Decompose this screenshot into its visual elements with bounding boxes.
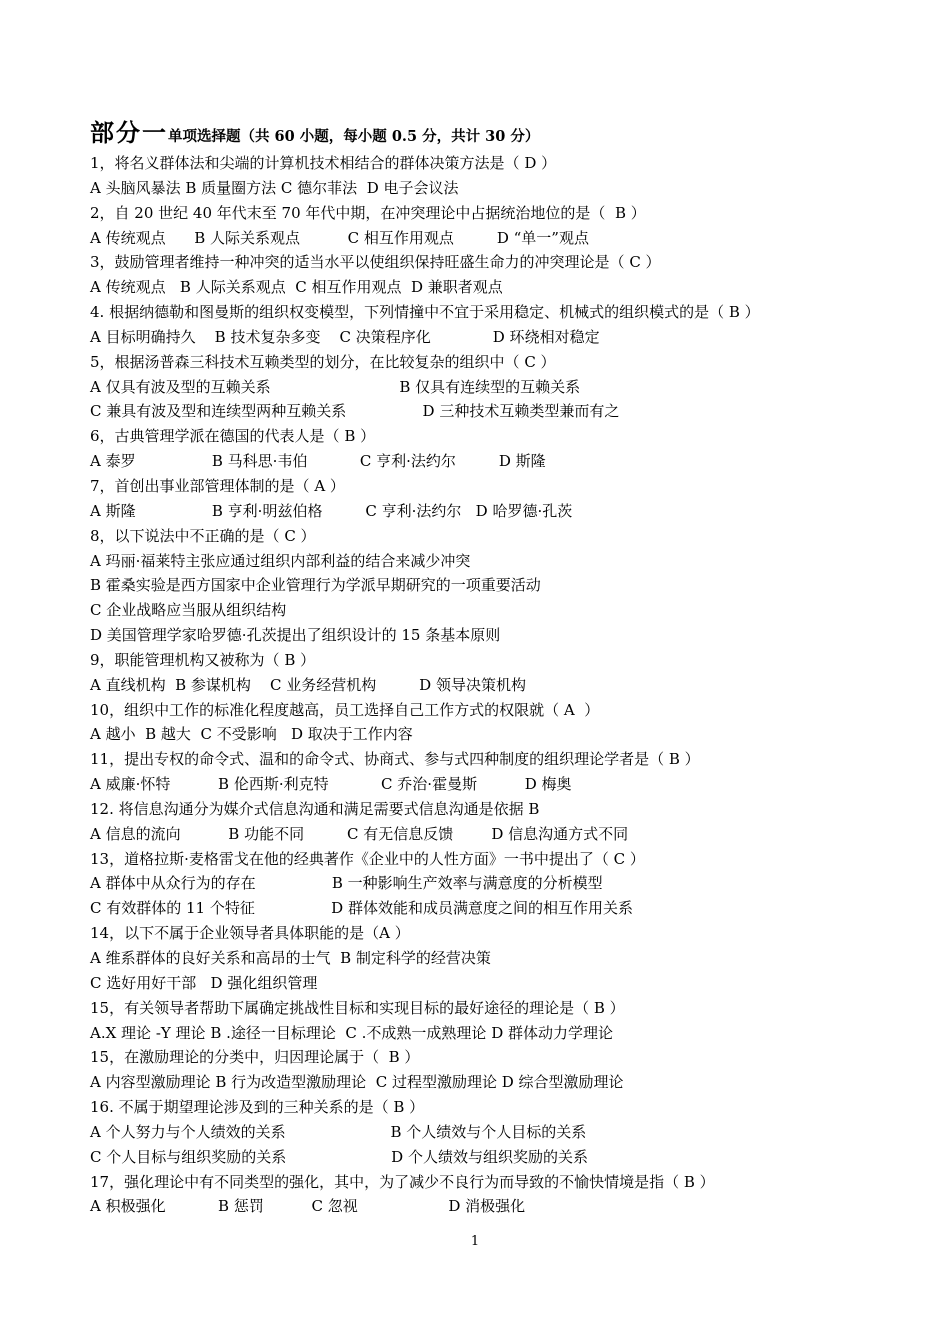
text-line: A 维系群体的良好关系和高昂的士气 B 制定科学的经营决策 bbox=[90, 949, 491, 967]
text-line: D 美国管理学家哈罗德·孔茨提出了组织设计的 15 条基本原则 bbox=[90, 626, 501, 645]
text-line: C 企业战略应当服从组织结构 bbox=[90, 601, 287, 620]
text-line: 2，自 20 世纪 40 年代末至 70 年代中期，在冲突理论中占据统治地位的是（ B ） bbox=[90, 203, 646, 222]
text-line: A 玛丽·福莱特主张应通过组织内部利益的结合来减少冲突 bbox=[90, 551, 471, 570]
text-line: 4. 根据纳德勒和图曼斯的组织权变模型，下列情撞中不宜于采用稳定、机械式的组织模式的是（ B ） bbox=[90, 303, 760, 322]
section-part-label: 部分一 bbox=[90, 119, 168, 147]
text-line: A 头脑风暴法 B 质量圈方法 C 德尔菲法 D 电子会议法 bbox=[90, 178, 459, 197]
text-line: C 有效群体的 11 个特征 D 群体效能和成员满意度之间的相互作用关系 bbox=[90, 899, 633, 918]
text-line: A 积极强化 B 惩罚 C 忽视 D 消极强化 bbox=[90, 1197, 526, 1216]
text-line: A 内容型激励理论 B 行为改造型激励理论 C 过程型激励理论 D 综合型激励理论 bbox=[90, 1073, 624, 1092]
text-line: A 越小 B 越大 C 不受影响 D 取决于工作内容 bbox=[90, 725, 413, 744]
text-line: A 传统观点 B 人际关系观点 C 相互作用观点 D 兼职者观点 bbox=[90, 278, 503, 297]
text-line: A 传统观点 B 人际关系观点 C 相互作用观点 D “单一”观点 bbox=[90, 228, 589, 247]
text-line: A 仅具有波及型的互赖关系 B 仅具有连续型的互赖关系 bbox=[90, 377, 581, 396]
text-line: 1，将名义群体法和尖端的计算机技术相结合的群体决策方法是（ D ） bbox=[90, 154, 557, 172]
text-line: A.X 理论 -Y 理论 B .途径一目标理论 C .不成熟一成熟理论 D 群体动力学理论 bbox=[90, 1023, 613, 1042]
text-line: A 目标明确持久 B 技术复杂多变 C 决策程序化 D 环绕相对稳定 bbox=[90, 327, 600, 346]
text-line: C 选好用好干部 D 强化组织管理 bbox=[90, 973, 318, 992]
text-line: 3，鼓励管理者维持一种冲突的适当水平以使组织保持旺盛生命力的冲突理论是（ C ） bbox=[90, 253, 661, 272]
text-line: 14，以下不属于企业领导者具体职能的是（A ） bbox=[90, 924, 410, 943]
text-line: 13，道格拉斯·麦格雷戈在他的经典著作《企业中的人性方面》一书中提出了（ C ） bbox=[90, 849, 645, 868]
text-line: 8，以下说法中不正确的是（ C ） bbox=[90, 526, 316, 545]
text-line: 16. 不属于期望理论涉及到的三种关系的是（ B ） bbox=[90, 1098, 425, 1117]
text-line: 10，组织中工作的标准化程度越高，员工选择自己工作方式的权限就（ A ） bbox=[90, 700, 600, 719]
text-line: 6，古典管理学派在德国的代表人是（ B ） bbox=[90, 427, 376, 446]
text-line: 11，提出专权的命令式、温和的命令式、协商式、参与式四种制度的组织理论学者是（ B ） bbox=[90, 750, 700, 769]
section-title: 单项选择题（共 60 小题，每小题 0.5 分，共计 30 分） bbox=[168, 128, 540, 145]
text-line: B 霍桑实验是西方国家中企业管理行为学派早期研究的一项重要活动 bbox=[90, 576, 541, 595]
text-line: A 群体中从众行为的存在 B 一种影响生产效率与满意度的分析模型 bbox=[90, 874, 603, 893]
page-number: 1 bbox=[470, 1234, 480, 1249]
text-line: 15，有关领导者帮助下属确定挑战性目标和实现目标的最好途径的理论是（ B ） bbox=[90, 998, 625, 1017]
text-line: A 直线机构 B 参谋机构 C 业务经营机构 D 领导决策机构 bbox=[90, 675, 526, 694]
text-line: A 斯隆 B 亨利·明兹伯格 C 亨利·法约尔 D 哈罗德·孔茨 bbox=[90, 501, 573, 520]
text-line: 15，在激励理论的分类中，归因理论属于（ B ） bbox=[90, 1048, 420, 1067]
text-line: C 个人目标与组织奖励的关系 D 个人绩效与组织奖励的关系 bbox=[90, 1147, 588, 1166]
text-line: A 信息的流向 B 功能不同 C 有无信息反馈 D 信息沟通方式不同 bbox=[90, 824, 629, 843]
text-line: A 威廉·怀特 B 伦西斯·利克特 C 乔治·霍曼斯 D 梅奥 bbox=[90, 775, 572, 794]
text-line: A 泰罗 B 马科思·韦伯 C 亨利·法约尔 D 斯隆 bbox=[90, 452, 546, 471]
text-line: 9，职能管理机构又被称为（ B ） bbox=[90, 650, 316, 669]
text-line: 17，强化理论中有不同类型的强化，其中，为了减少不良行为而导致的不愉快情境是指（ B ） bbox=[90, 1172, 715, 1191]
section-heading bbox=[90, 113, 539, 148]
text-line: 7，首创出事业部管理体制的是（ A ） bbox=[90, 476, 345, 495]
question-list bbox=[90, 151, 890, 1219]
text-line: C 兼具有波及型和连续型两种互赖关系 D 三种技术互赖类型兼而有之 bbox=[90, 402, 620, 421]
text-line: A 个人努力与个人绩效的关系 B 个人绩效与个人目标的关系 bbox=[90, 1122, 587, 1141]
text-line: 12. 将信息沟通分为媒介式信息沟通和满足需要式信息沟通是依据 B bbox=[90, 799, 540, 818]
text-line: 5，根据汤普森三科技术互赖类型的划分，在比较复杂的组织中（ C ） bbox=[90, 352, 556, 371]
